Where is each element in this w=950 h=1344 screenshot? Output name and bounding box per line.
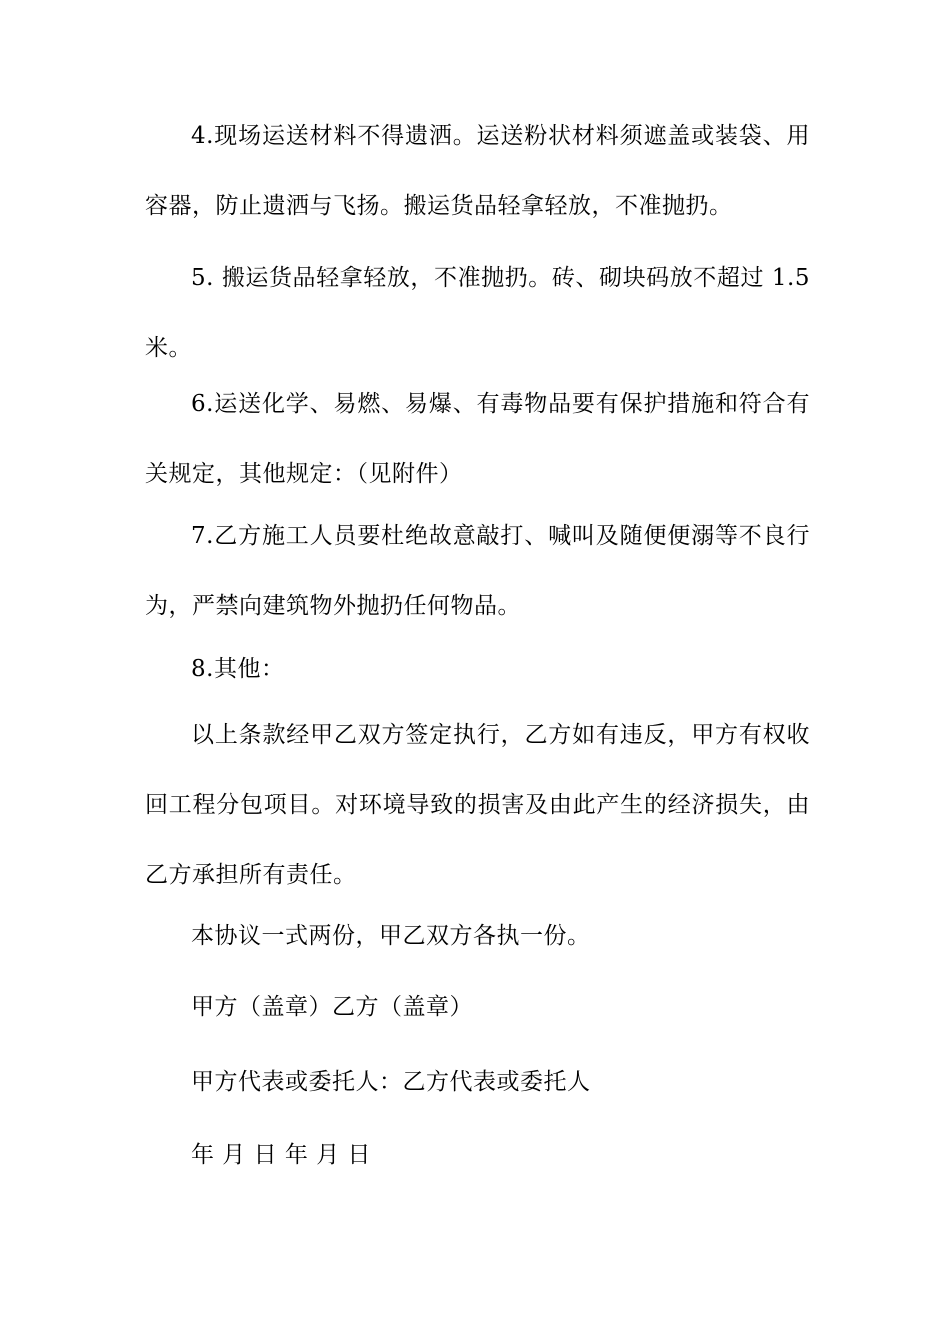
- seal-line: 甲方（盖章）乙方（盖章）: [191, 994, 473, 1020]
- clause-5-paragraph: 5. 搬运货品轻拿轻放，不准抛扔。砖、砌块码放不超过 1.5 米。: [145, 265, 810, 361]
- representative-line: 甲方代表或委托人：乙方代表或委托人: [191, 1069, 591, 1095]
- clause-8-paragraph: 8.其他：: [191, 656, 285, 682]
- copies-paragraph: 本协议一式两份，甲乙双方各执一份。: [191, 923, 591, 949]
- liability-paragraph: 以上条款经甲乙双方签定执行，乙方如有违反，甲方有权收回工程分包项目。对环境导致的损害及由此产生的经济损失，由乙方承担所有责任。: [145, 722, 810, 888]
- clause-6-paragraph: 6.运送化学、易燃、易爆、有毒物品要有保护措施和符合有关规定，其他规定：（见附件）: [145, 391, 810, 487]
- clause-7-paragraph: 7.乙方施工人员要杜绝故意敲打、喊叫及随便便溺等不良行为，严禁向建筑物外抛扔任何物品。: [145, 523, 810, 619]
- date-line: 年 月 日 年 月 日: [191, 1142, 372, 1168]
- clause-4-paragraph: 4.现场运送材料不得遗洒。运送粉状材料须遮盖或装袋、用容器，防止遗洒与飞扬。搬运货品轻拿轻放，不准抛扔。: [145, 123, 810, 219]
